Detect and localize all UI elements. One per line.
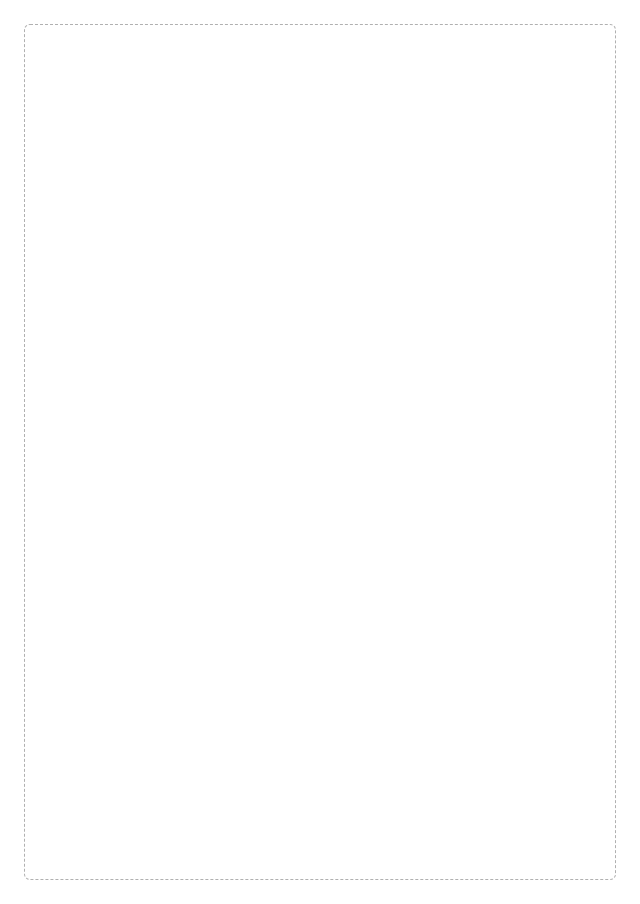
missing-screenshot-notice — [24, 24, 616, 880]
